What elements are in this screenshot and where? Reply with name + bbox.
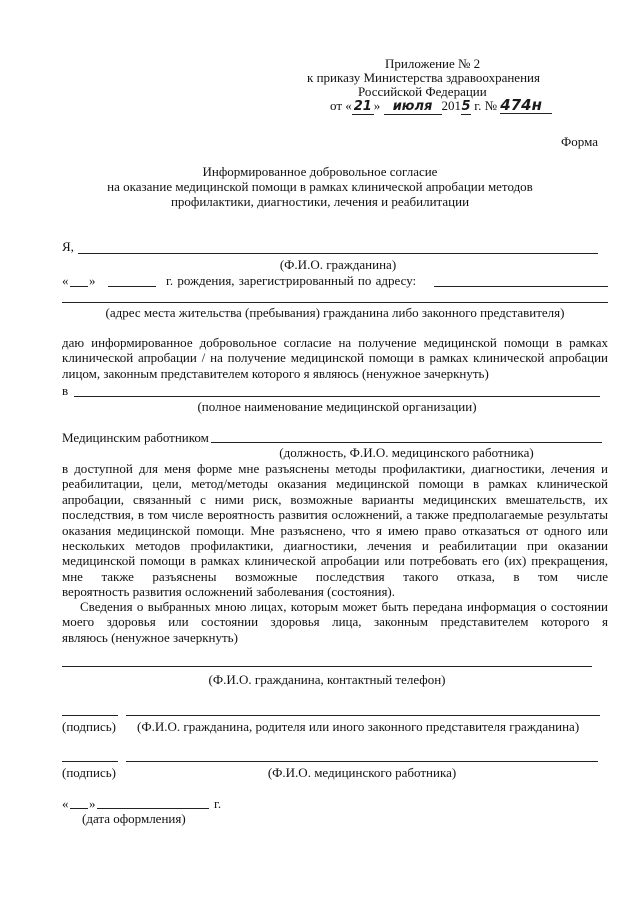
order-day: 21 bbox=[353, 99, 372, 114]
date-year-label: г. bbox=[214, 796, 222, 811]
date-mid: » bbox=[373, 98, 381, 113]
birth-year-line[interactable] bbox=[108, 286, 156, 287]
info-paragraph-last: являюсь (ненужное зачеркнуть) bbox=[62, 630, 238, 645]
fio-caption: (Ф.И.О. гражданина) bbox=[279, 257, 397, 272]
appendix-number: Приложение № 2 bbox=[385, 56, 481, 71]
birth-text: г. рождения, зарегистрированный по адресу: bbox=[166, 273, 417, 288]
info-paragraph: Сведения о выбранных мною лицах, которым может быть передана информация о состоянии моего здоровья или состоянии здоровья лица, законным представителем которого я bbox=[62, 599, 608, 630]
signature-caption-2: (подпись) bbox=[62, 765, 116, 780]
order-date-line bbox=[330, 98, 552, 115]
form-label: Форма bbox=[561, 134, 598, 149]
medworker-fio-line[interactable] bbox=[126, 761, 598, 762]
fio-line[interactable] bbox=[78, 253, 598, 254]
number-label: г. № bbox=[474, 98, 498, 113]
federation-name: Российской Федерации bbox=[358, 84, 487, 99]
consent-paragraph-last: лицом, законным представителем которого я являюсь (ненужное зачеркнуть) bbox=[62, 366, 489, 381]
medworker-label: Медицинским работником bbox=[62, 430, 209, 445]
year-digit: 5 bbox=[461, 99, 471, 114]
order-number: 474н bbox=[500, 98, 552, 114]
birth-day-line[interactable] bbox=[70, 286, 88, 287]
ya-label: Я, bbox=[62, 239, 74, 254]
address-caption: (адрес места жительства (пребывания) гражданина либо законного представителя) bbox=[105, 305, 565, 320]
medworker-fio-caption: (Ф.И.О. медицинского работника) bbox=[267, 765, 457, 780]
v-label: в bbox=[62, 383, 69, 398]
date-caption: (дата оформления) bbox=[82, 811, 186, 826]
year-prefix: 201 bbox=[441, 98, 462, 113]
date-close: » bbox=[89, 796, 96, 811]
explanation-paragraph-last: вероятность развития осложнений заболевания (состояния). bbox=[62, 584, 396, 599]
address-line-2[interactable] bbox=[62, 302, 608, 303]
address-line-1[interactable] bbox=[434, 286, 608, 287]
date-prefix: от « bbox=[330, 98, 352, 113]
citizen-caption: (Ф.И.О. гражданина, родителя или иного законного представителя гражданина) bbox=[137, 719, 580, 734]
contact-line[interactable] bbox=[62, 666, 592, 667]
medworker-line[interactable] bbox=[211, 442, 602, 443]
birth-open: « bbox=[62, 273, 69, 288]
order-reference: к приказу Министерства здравоохранения bbox=[307, 70, 540, 85]
signature-line-1[interactable] bbox=[62, 715, 118, 716]
medworker-caption: (должность, Ф.И.О. медицинского работника) bbox=[279, 445, 534, 460]
citizen-fio-line[interactable] bbox=[126, 715, 600, 716]
contact-caption: (Ф.И.О. гражданина, контактный телефон) bbox=[208, 672, 446, 687]
signature-caption-1: (подпись) bbox=[62, 719, 116, 734]
consent-paragraph: даю информированное добровольное согласие на получение медицинской помощи в рамках клинической апробации / на получение медицинской помощи в рамках клинической апробации bbox=[62, 335, 608, 366]
order-month: июля bbox=[384, 99, 442, 115]
date-open: « bbox=[62, 796, 69, 811]
explanation-paragraph: в доступной для меня форме мне разъяснены методы профилактики, диагностики, лечения и реабилитации, цели, метод/методы оказания медицинской помощи в рамках клинической апробации, связанный с ними риск, возможные варианты медицинских вмешательств, их последствия, в том числе вероятность развития осложнений, а также предполагаемые результаты оказания медицинской помощи. Мне разъяснено, что я имею право отказаться от одного или нескольких методов профилактики, диагностики, лечения и реабилитации при оказании медицинской помощи в рамках клинической апробации или потребовать его (их) прекращения, мне также разъяснены возможные последствия такого отказа, в том числе bbox=[62, 461, 608, 584]
title-line-1: Информированное добровольное согласие bbox=[202, 164, 438, 179]
organization-caption: (полное наименование медицинской организации) bbox=[197, 399, 477, 414]
date-month-line[interactable] bbox=[97, 808, 209, 809]
date-day-line[interactable] bbox=[70, 808, 88, 809]
title-line-2: на оказание медицинской помощи в рамках клинической апробации методов bbox=[107, 179, 533, 194]
organization-line[interactable] bbox=[74, 396, 600, 397]
signature-line-2[interactable] bbox=[62, 761, 118, 762]
birth-close: » bbox=[89, 273, 96, 288]
title-line-3: профилактики, диагностики, лечения и реабилитации bbox=[170, 194, 470, 209]
